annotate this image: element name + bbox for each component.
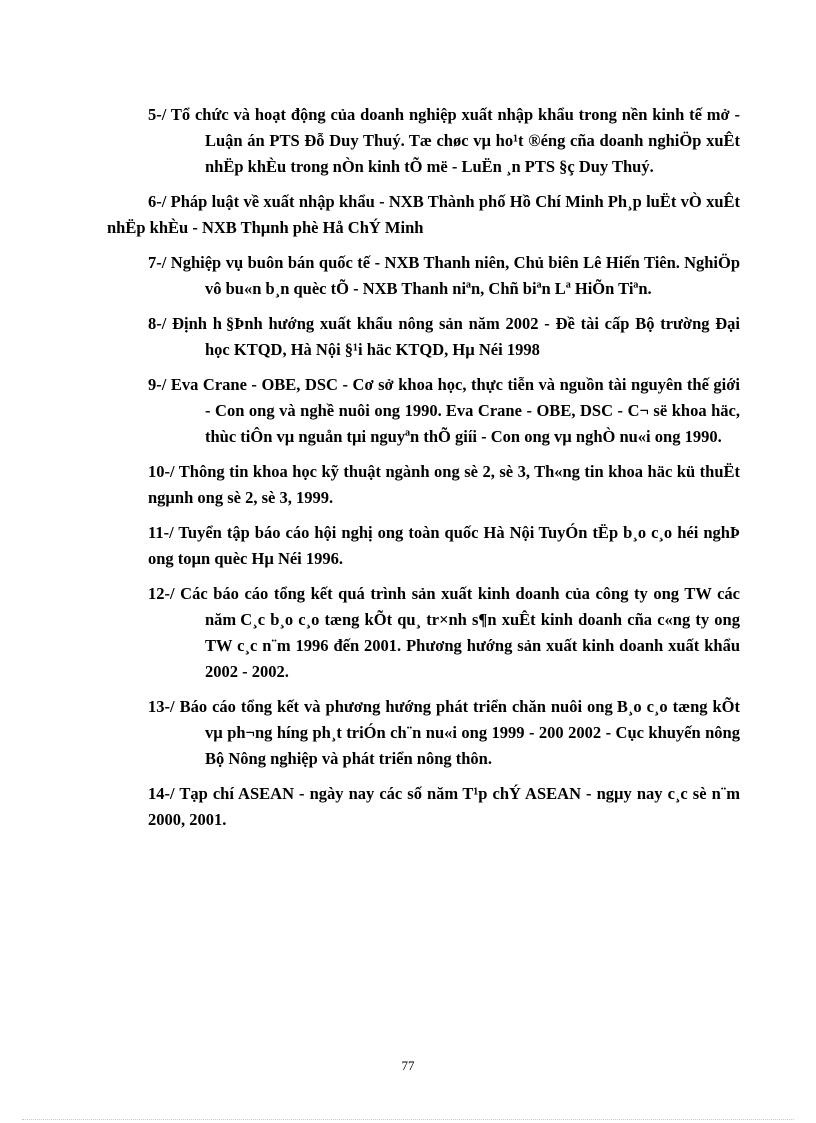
reference-item: 14-/ Tạp chí ASEAN - ngày nay các số năm T¹p chÝ ASEAN - ngµy nay c¸c sè n¨m 2000, 2001. (148, 784, 740, 829)
reference-item: 7-/ Nghiệp vụ buôn bán quốc tế - NXB Thanh niên, Chủ biên Lê Hiến Tiên. NghiÖp vô bu«n b¸n quèc tÕ - NXB Thanh niªn, Chñ biªn Lª HiÕn Tiªn. (148, 253, 740, 298)
page-number: 77 (401, 1058, 415, 1073)
reference-item: 10-/ Thông tin khoa học kỹ thuật ngành ong sè 2, sè 3, Th«ng tin khoa häc kü thuËt ngµnh ong sè 2, sè 3, 1999. (148, 462, 740, 507)
reference-item: 9-/ Eva Crane - OBE, DSC - Cơ sở khoa học, thực tiễn và nguồn tài nguyên thế giới - Con ong và nghề nuôi ong 1990. Eva Crane - OBE, DSC - C¬ së khoa häc, thùc tiÔn vµ nguån tµi nguyªn thÕ giíi - Con ong vµ nghÒ nu«i ong 1990. (148, 375, 740, 446)
reference-item: 6-/ Pháp luật về xuất nhập khẩu - NXB Thành phố Hồ Chí Minh Ph¸p luËt vÒ xuÊt nhËp khÈu - NXB Thµnh phè Hå ChÝ Minh (107, 192, 740, 237)
page-bottom-divider (22, 1119, 794, 1120)
reference-item: 8-/ Định h §Þnh hướng xuất khẩu nông sản năm 2002 - Đề tài cấp Bộ trường Đại học KTQD, Hà Nội §¹i häc KTQD, Hµ Néi 1998 (148, 314, 741, 359)
reference-item: 13-/ Báo cáo tổng kết và phương hướng phát triển chăn nuôi ong B¸o c¸o tæng kÕt vµ ph¬ng híng ph¸t triÓn ch¨n nu«i ong 1999 - 200 2002 - Cục khuyến nông Bộ Nông nghiệp và phát triển nông thôn. (148, 697, 740, 768)
reference-item: 12-/ Các báo cáo tổng kết quá trình sản xuất kinh doanh của công ty ong TW các năm C¸c b¸o c¸o tæng kÕt qu¸ tr×nh s¶n xuÊt kinh doanh cña c«ng ty ong TW c¸c n¨m 1996 đến 2001. Phương hướng sản xuất kinh doanh xuất khẩu 2002 - 2002. (148, 584, 740, 681)
reference-item: 5-/ Tổ chức và hoạt động của doanh nghiệp xuất nhập khẩu trong nền kinh tế mở - Luận án PTS Đỗ Duy Thuý. Tæ chøc vµ ho¹t ®éng cña doanh nghiÖp xuÊt nhËp khÈu trong nÒn kinh tÕ më - LuËn ¸n PTS §ç Duy Thuý. (148, 105, 740, 176)
reference-item: 11-/ Tuyển tập báo cáo hội nghị ong toàn quốc Hà Nội TuyÓn tËp b¸o c¸o héi nghÞ ong toµn quèc Hµ Néi 1996. (148, 523, 740, 568)
reference-list (107, 102, 741, 842)
